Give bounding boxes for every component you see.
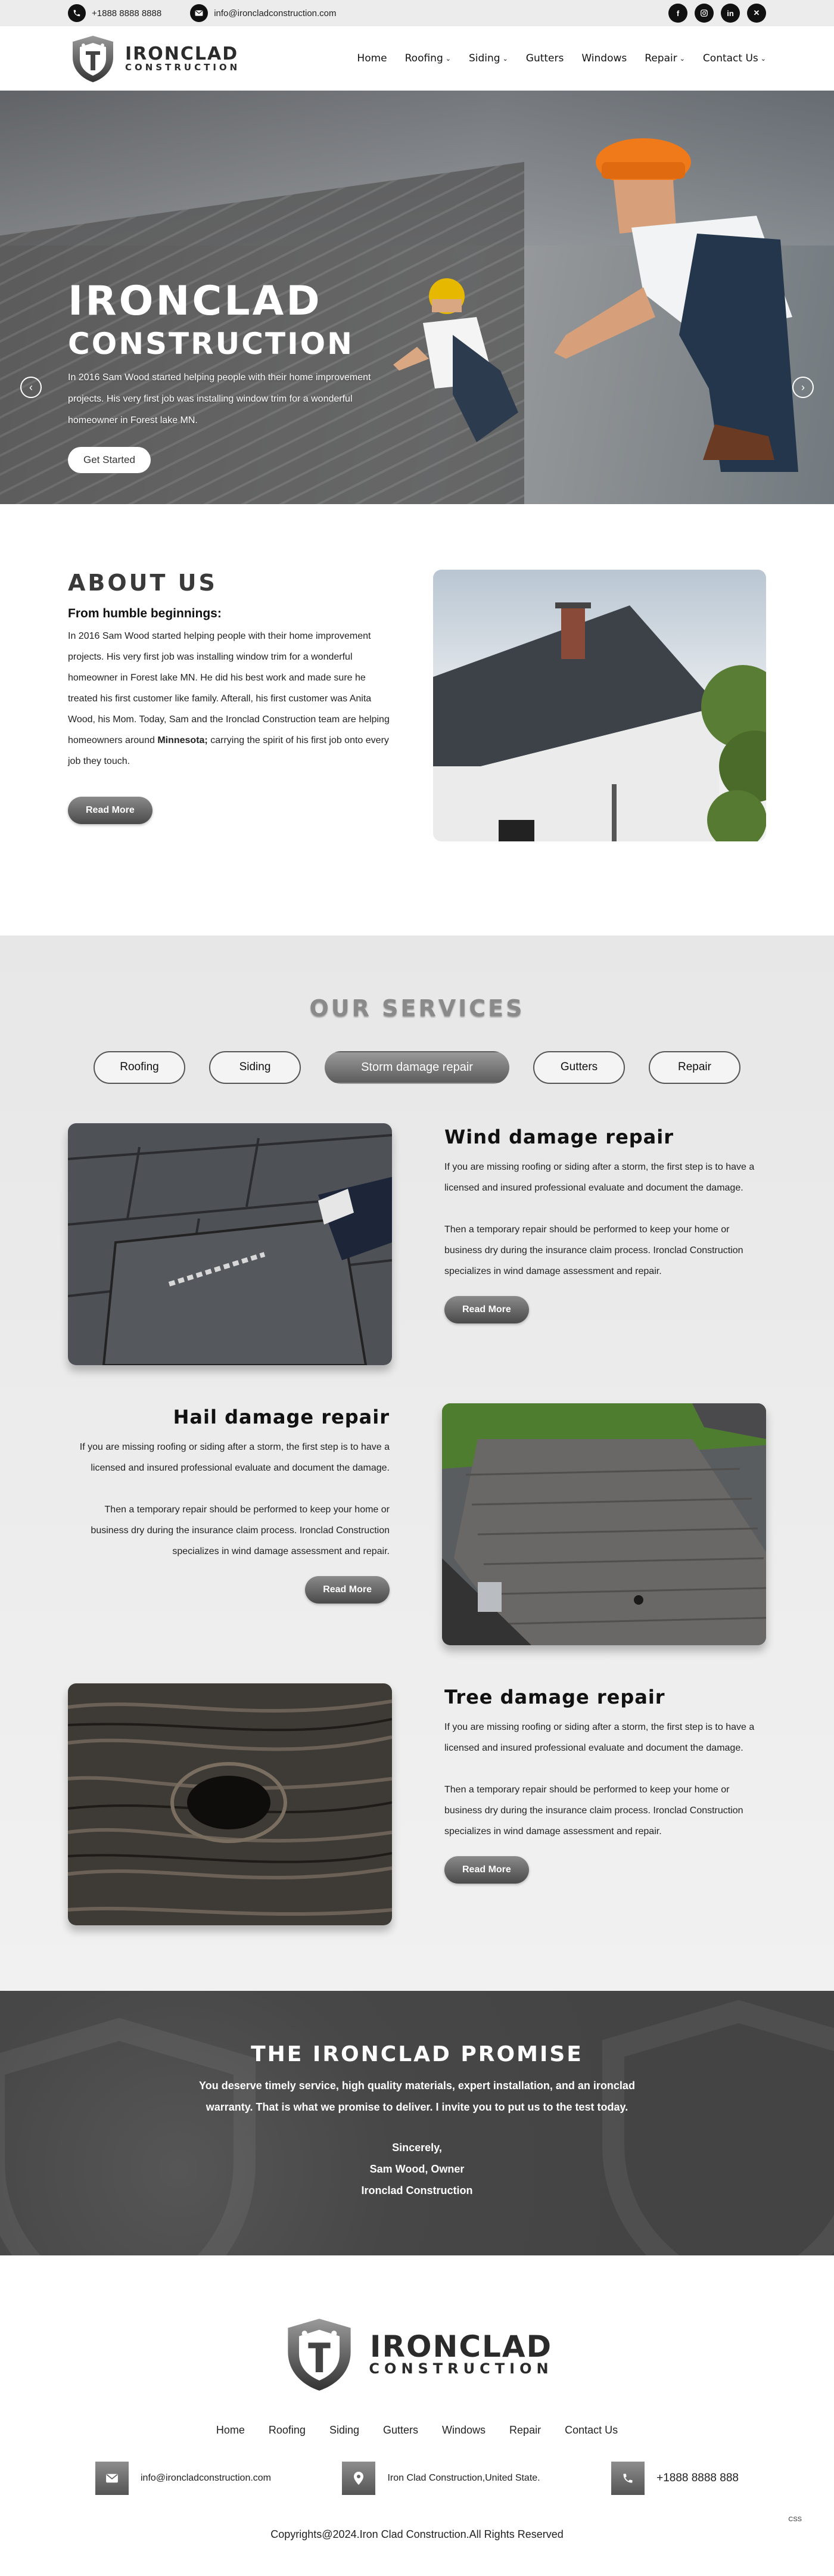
footer-link-siding[interactable]: Siding: [329, 2424, 359, 2436]
wind-read-more-button[interactable]: Read More: [444, 1296, 529, 1323]
tab-storm-damage-repair[interactable]: Storm damage repair: [325, 1051, 509, 1084]
tab-roofing[interactable]: Roofing: [94, 1051, 185, 1084]
chevron-down-icon: ⌄: [445, 54, 451, 63]
shield-watermark-icon: [0, 2015, 274, 2255]
service-title: Tree damage repair: [444, 1686, 665, 1708]
topbar-phone-text: +1888 8888 8888: [92, 8, 162, 18]
service-title: Wind damage repair: [444, 1126, 674, 1148]
nav-label: Gutters: [525, 52, 564, 64]
footer-link-roofing[interactable]: Roofing: [268, 2424, 306, 2436]
copyright: Copyrights@2024.Iron Clad Construction.All Rights Reserved: [270, 2528, 564, 2540]
topbar-email-text: info@ironcladconstruction.com: [214, 8, 337, 18]
tab-gutters[interactable]: Gutters: [533, 1051, 625, 1084]
nav-contact[interactable]: [703, 52, 766, 64]
hero-content: [68, 278, 402, 473]
service-tabs: [68, 1051, 766, 1084]
nav-siding[interactable]: [469, 52, 508, 64]
services-title: OUR SERVICES: [309, 995, 525, 1021]
footer-logo[interactable]: [281, 2315, 553, 2392]
service-title: Hail damage repair: [173, 1406, 390, 1428]
site-header: [0, 26, 834, 91]
footer-link-contact[interactable]: Contact Us: [565, 2424, 618, 2436]
nav-label: Repair: [645, 52, 677, 64]
footer-address: [342, 2462, 540, 2495]
footer-email[interactable]: [95, 2462, 271, 2495]
topbar-phone[interactable]: [68, 4, 161, 22]
site-logo[interactable]: [68, 33, 240, 83]
footer-phone-text: +1888 8888 888: [656, 2472, 739, 2484]
slider-prev-icon[interactable]: ‹: [20, 377, 42, 398]
top-bar: [0, 0, 834, 26]
logo-sub: CONSTRUCTION: [125, 61, 241, 73]
mail-icon: [95, 2462, 129, 2495]
slider-next-icon[interactable]: ›: [792, 377, 814, 398]
about-title: ABOUT US: [68, 570, 217, 596]
hail-read-more-button[interactable]: Read More: [305, 1576, 390, 1604]
about-text-part: In 2016 Sam Wood started helping people with their home improvement projects. His very first job was installing window trim for a wonderful homeowner in Forest lake MN. He did his best work and made sure he treated his first customer like family. Afterall, his first customer was Anita Wood, his Mom. Today, Sam and the Ironclad Construction team are helping homeowners around: [68, 631, 390, 745]
about-text: [68, 626, 391, 772]
tab-siding[interactable]: Siding: [209, 1051, 301, 1084]
chevron-down-icon: ⌄: [760, 54, 766, 63]
main-nav: [357, 52, 766, 64]
service-text: Then a temporary repair should be performed to keep your home or business dry during the insurance claim process. Ironclad Construction specializes in wind damage assessment and repair.: [444, 1785, 743, 1837]
service-text: If you are missing roofing or siding after a storm, the first step is to have a licensed and insured professional evaluate and document the damage.: [444, 1162, 755, 1193]
site-footer: [0, 2255, 834, 2565]
service-card-wind: [68, 1123, 766, 1365]
services-section: [0, 936, 834, 1991]
footer-address-text: Iron Clad Construction,United State.: [387, 2473, 540, 2483]
about-section: [0, 504, 834, 936]
hail-damage-image: [442, 1403, 766, 1645]
about-read-more-button[interactable]: Read More: [68, 797, 153, 824]
footer-phone[interactable]: [611, 2462, 739, 2495]
service-text: If you are missing roofing or siding after a storm, the first step is to have a licensed and insured professional evaluate and document the damage.: [79, 1442, 390, 1473]
signature-line: Sam Wood, Owner: [369, 2163, 465, 2175]
linkedin-icon[interactable]: in: [721, 4, 740, 23]
mail-icon: [190, 4, 208, 22]
promise-line: warranty. That is what we promise to deliver. I invite you to put us to the test today.: [206, 2101, 628, 2113]
footer-email-text: info@ironcladconstruction.com: [141, 2473, 272, 2483]
get-started-button[interactable]: Get Started: [68, 447, 151, 473]
signature-line: Sincerely,: [392, 2142, 442, 2154]
hero-slider: [0, 91, 834, 504]
logo-name: IRONCLAD: [125, 43, 239, 64]
footer-nav: [68, 2424, 766, 2437]
nav-label: Home: [357, 52, 387, 64]
nav-label: Contact Us: [702, 52, 758, 64]
nav-label: Roofing: [404, 52, 443, 64]
phone-icon: [611, 2462, 645, 2495]
chevron-down-icon: ⌄: [679, 54, 685, 63]
hero-worker-main-image: [542, 138, 798, 472]
location-pin-icon: [342, 2462, 375, 2495]
nav-repair[interactable]: [645, 52, 685, 64]
about-text-bold: Minnesota;: [157, 735, 208, 745]
footer-logo-sub: CONSTRUCTION: [369, 2360, 553, 2377]
wind-damage-image: [68, 1123, 392, 1365]
nav-label: Windows: [581, 52, 627, 64]
promise-section: [0, 1991, 834, 2255]
about-text-part: carrying the spirit of his first job onto every job they touch.: [68, 735, 389, 766]
nav-windows[interactable]: [581, 52, 627, 64]
hero-title: IRONCLAD: [68, 278, 322, 325]
footer-link-repair[interactable]: Repair: [509, 2424, 542, 2436]
service-card-tree: [68, 1683, 766, 1925]
tab-repair[interactable]: Repair: [649, 1051, 740, 1084]
footer-link-windows[interactable]: Windows: [442, 2424, 486, 2436]
service-text: If you are missing roofing or siding after a storm, the first step is to have a licensed and insured professional evaluate and document the damage.: [444, 1722, 755, 1753]
footer-contacts: [95, 2462, 739, 2495]
hero-worker-image: [381, 263, 560, 478]
shield-watermark-icon: [584, 1997, 834, 2255]
shield-logo-icon: [281, 2315, 358, 2392]
nav-label: Siding: [468, 52, 500, 64]
promise-title: THE IRONCLAD PROMISE: [251, 2042, 583, 2067]
service-text: Then a temporary repair should be performed to keep your home or business dry during the insurance claim process. Ironclad Construction specializes in wind damage assessment and repair.: [444, 1225, 743, 1276]
facebook-icon[interactable]: f: [668, 4, 687, 23]
hero-subtitle: CONSTRUCTION: [68, 327, 354, 361]
chevron-down-icon: ⌄: [502, 54, 508, 63]
tree-read-more-button[interactable]: Read More: [444, 1856, 529, 1884]
footer-logo-name: IRONCLAD: [369, 2329, 553, 2364]
nav-roofing[interactable]: [405, 52, 451, 64]
tree-damage-image: [68, 1683, 392, 1925]
about-subtitle: From humble beginnings:: [68, 607, 222, 620]
hero-text: In 2016 Sam Wood started helping people with their home improvement projects. His very first job was installing window trim for a wonderful homeowner in Forest lake MN.: [68, 372, 371, 425]
instagram-icon[interactable]: [695, 4, 714, 23]
x-icon[interactable]: ✕: [747, 4, 766, 23]
nav-home[interactable]: [357, 52, 387, 64]
social-links: [668, 4, 766, 23]
service-text: Then a temporary repair should be performed to keep your home or business dry during the insurance claim process. Ironclad Construction specializes in wind damage assessment and repair.: [91, 1505, 390, 1556]
service-card-hail: [68, 1403, 766, 1645]
css-badge: CSS: [788, 2516, 802, 2523]
footer-link-home[interactable]: Home: [216, 2424, 245, 2436]
nav-gutters[interactable]: [526, 52, 564, 64]
promise-line: You deserve timely service, high quality materials, expert installation, and an ironclad: [199, 2080, 635, 2092]
signature-line: Ironclad Construction: [361, 2185, 473, 2196]
footer-link-gutters[interactable]: Gutters: [382, 2424, 419, 2436]
phone-icon: [68, 4, 86, 22]
shield-logo-icon: [68, 33, 118, 83]
about-house-image: [433, 570, 766, 841]
topbar-email[interactable]: [190, 4, 336, 22]
